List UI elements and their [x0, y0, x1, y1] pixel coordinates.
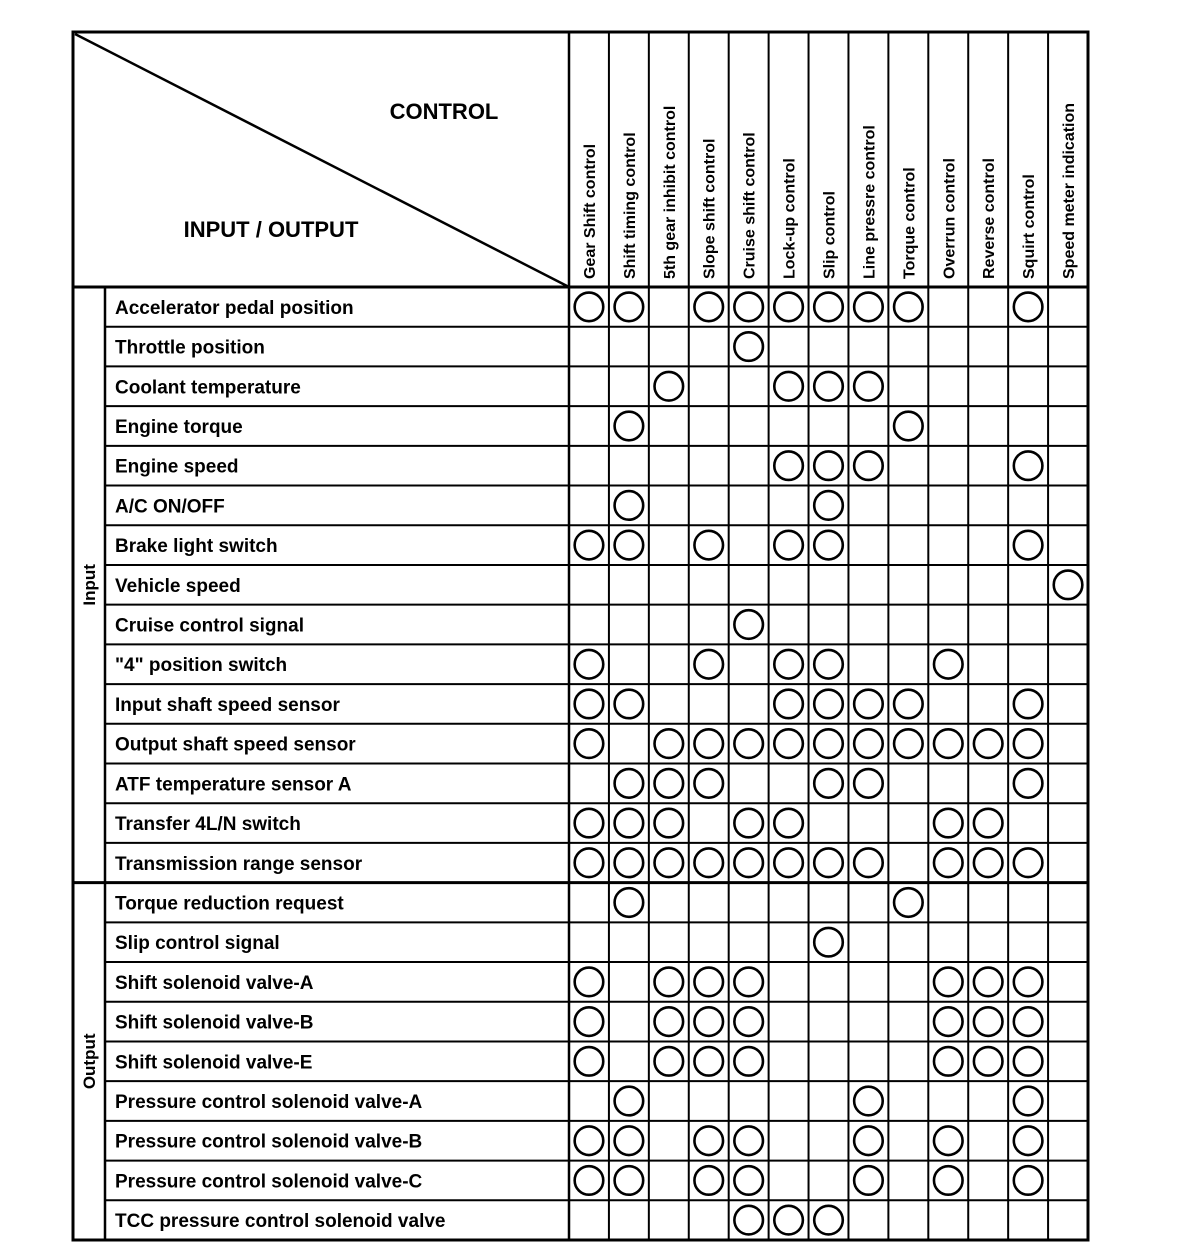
circle-icon — [694, 1007, 723, 1036]
circle-icon — [575, 650, 604, 679]
circle-icon — [974, 729, 1003, 758]
circle-icon — [934, 1007, 963, 1036]
circle-icon — [1014, 451, 1043, 480]
row-label: Cruise control signal — [115, 615, 304, 637]
circle-icon — [655, 729, 684, 758]
circle-icon — [1014, 968, 1043, 997]
circle-icon — [1054, 571, 1083, 600]
circle-icon — [934, 1126, 963, 1155]
circle-icon — [655, 848, 684, 877]
circle-icon — [854, 690, 883, 719]
circle-icon — [894, 293, 923, 322]
column-header: Lock-up control — [781, 158, 799, 279]
circle-icon — [774, 1206, 803, 1235]
circle-icon — [615, 1166, 644, 1195]
circle-icon — [575, 531, 604, 560]
column-header: Cruise shift control — [741, 132, 759, 279]
column-header: Squirt control — [1021, 174, 1039, 279]
circle-icon — [774, 650, 803, 679]
circle-icon — [934, 848, 963, 877]
row-label: Transmission range sensor — [115, 853, 363, 875]
circle-icon — [1014, 769, 1043, 798]
circle-icon — [974, 1047, 1003, 1076]
circle-icon — [734, 610, 763, 639]
circle-icon — [615, 491, 644, 520]
circle-icon — [615, 531, 644, 560]
circle-icon — [575, 848, 604, 877]
circle-icon — [774, 531, 803, 560]
circle-icon — [575, 293, 604, 322]
circle-icon — [575, 690, 604, 719]
column-header: Reverse control — [981, 158, 999, 279]
circle-icon — [894, 888, 923, 917]
circle-icon — [854, 1126, 883, 1155]
circle-icon — [734, 1126, 763, 1155]
circle-icon — [854, 293, 883, 322]
circle-icon — [734, 293, 763, 322]
circle-icon — [894, 412, 923, 441]
circle-icon — [974, 848, 1003, 877]
circle-icon — [655, 809, 684, 838]
circle-icon — [814, 650, 843, 679]
circle-icon — [774, 372, 803, 401]
circle-icon — [734, 1047, 763, 1076]
group-label-input: Input — [80, 564, 99, 606]
circle-icon — [814, 769, 843, 798]
row-label: Pressure control solenoid valve-A — [115, 1092, 423, 1114]
group-labels — [80, 564, 99, 1089]
circle-icon — [694, 1047, 723, 1076]
circle-icon — [1014, 848, 1043, 877]
circle-icon — [854, 451, 883, 480]
circle-icon — [934, 729, 963, 758]
row-label: Pressure control solenoid valve-C — [115, 1171, 423, 1193]
circle-icon — [575, 1007, 604, 1036]
circle-icon — [575, 968, 604, 997]
circle-icon — [1014, 1126, 1043, 1155]
circle-icon — [1014, 293, 1043, 322]
row-label: Engine torque — [115, 416, 243, 438]
circle-icon — [575, 1126, 604, 1155]
circle-icon — [814, 491, 843, 520]
circle-icon — [694, 769, 723, 798]
row-label: A/C ON/OFF — [115, 496, 225, 518]
circle-icon — [734, 848, 763, 877]
circle-icon — [575, 729, 604, 758]
circle-icon — [615, 848, 644, 877]
circle-icon — [734, 1206, 763, 1235]
circle-icon — [1014, 531, 1043, 560]
circle-icon — [774, 809, 803, 838]
column-header: Speed meter indication — [1061, 102, 1079, 279]
circle-icon — [694, 968, 723, 997]
row-label: Transfer 4L/N switch — [115, 814, 301, 836]
row-labels — [115, 298, 445, 1232]
circle-icon — [1014, 1007, 1043, 1036]
circle-icon — [1014, 690, 1043, 719]
circle-icon — [575, 809, 604, 838]
row-label: ATF temperature sensor A — [115, 774, 352, 796]
circle-icon — [615, 1126, 644, 1155]
column-header: Shift timing control — [621, 132, 639, 279]
circle-icon — [774, 848, 803, 877]
circle-icon — [734, 1007, 763, 1036]
circle-icon — [774, 293, 803, 322]
circle-icon — [854, 769, 883, 798]
circle-icon — [615, 809, 644, 838]
circle-icon — [934, 968, 963, 997]
circle-icon — [615, 888, 644, 917]
row-label: Pressure control solenoid valve-B — [115, 1131, 423, 1153]
circle-icon — [734, 332, 763, 361]
circle-icon — [814, 531, 843, 560]
row-label: Vehicle speed — [115, 575, 241, 597]
row-label: Accelerator pedal position — [115, 297, 354, 319]
row-label: Brake light switch — [115, 536, 278, 558]
circle-icon — [814, 729, 843, 758]
circle-icon — [575, 1166, 604, 1195]
circle-icon — [854, 372, 883, 401]
circle-icon — [814, 1206, 843, 1235]
row-label: Torque reduction request — [115, 893, 344, 915]
circle-icon — [934, 650, 963, 679]
circle-icon — [774, 451, 803, 480]
column-header: Slip control — [821, 191, 839, 279]
row-label: "4" position switch — [115, 655, 288, 677]
circle-icon — [694, 293, 723, 322]
circle-icon — [894, 690, 923, 719]
circle-icon — [575, 1047, 604, 1076]
control-header-label: CONTROL — [389, 99, 499, 124]
column-header: Torque control — [901, 167, 919, 279]
circle-icon — [854, 1087, 883, 1116]
circle-icon — [734, 1166, 763, 1195]
row-label: Coolant temperature — [115, 377, 301, 399]
row-label: Engine speed — [115, 456, 239, 478]
row-label: Shift solenoid valve-E — [115, 1052, 313, 1074]
circle-icon — [934, 1166, 963, 1195]
circle-icon — [1014, 1047, 1043, 1076]
row-label: Output shaft speed sensor — [115, 734, 356, 756]
column-headers — [582, 103, 1078, 279]
circle-icon — [655, 1007, 684, 1036]
row-label: Slip control signal — [115, 933, 280, 955]
group-label-output: Output — [80, 1033, 99, 1090]
circle-icon — [854, 729, 883, 758]
circle-icon — [655, 1047, 684, 1076]
input-output-header-label: INPUT / OUTPUT — [183, 217, 359, 242]
row-label: Input shaft speed sensor — [115, 694, 340, 716]
column-header: 5th gear inhibit control — [661, 105, 679, 279]
header-diagonal — [75, 34, 569, 287]
row-label: Shift solenoid valve-B — [115, 1012, 314, 1034]
circle-icon — [1014, 729, 1043, 758]
circle-icon — [1014, 1087, 1043, 1116]
circle-icon — [854, 848, 883, 877]
circle-icon — [734, 729, 763, 758]
circle-icon — [894, 729, 923, 758]
circle-icon — [734, 809, 763, 838]
column-header: Overrun control — [941, 158, 959, 279]
circle-icon — [814, 451, 843, 480]
column-header: Slope shift control — [701, 138, 719, 279]
circle-icon — [974, 968, 1003, 997]
circle-icon — [974, 1007, 1003, 1036]
circle-icon — [615, 769, 644, 798]
circle-icon — [934, 809, 963, 838]
column-header: Line pressre control — [861, 125, 879, 279]
circle-icon — [934, 1047, 963, 1076]
circle-icon — [655, 372, 684, 401]
circle-icon — [615, 1087, 644, 1116]
circle-icon — [734, 968, 763, 997]
circle-icon — [615, 690, 644, 719]
row-label: TCC pressure control solenoid valve — [115, 1211, 446, 1233]
circle-icon — [774, 729, 803, 758]
circle-icon — [814, 690, 843, 719]
circle-icon — [854, 1166, 883, 1195]
circle-icon — [814, 928, 843, 957]
circle-icon — [814, 293, 843, 322]
circle-icon — [814, 372, 843, 401]
circle-icon — [655, 968, 684, 997]
circle-icon — [694, 1126, 723, 1155]
circle-icon — [814, 848, 843, 877]
column-header: Gear Shift control — [581, 143, 599, 279]
circle-icon — [655, 769, 684, 798]
circle-icon — [615, 412, 644, 441]
circle-icon — [694, 1166, 723, 1195]
circle-icon — [974, 809, 1003, 838]
row-label: Throttle position — [115, 337, 265, 359]
circle-icon — [694, 848, 723, 877]
circle-icon — [1014, 1166, 1043, 1195]
circle-icon — [774, 690, 803, 719]
circle-icon — [615, 293, 644, 322]
circle-icon — [694, 650, 723, 679]
circle-icon — [694, 531, 723, 560]
circle-icon — [694, 729, 723, 758]
row-label: Shift solenoid valve-A — [115, 972, 314, 994]
